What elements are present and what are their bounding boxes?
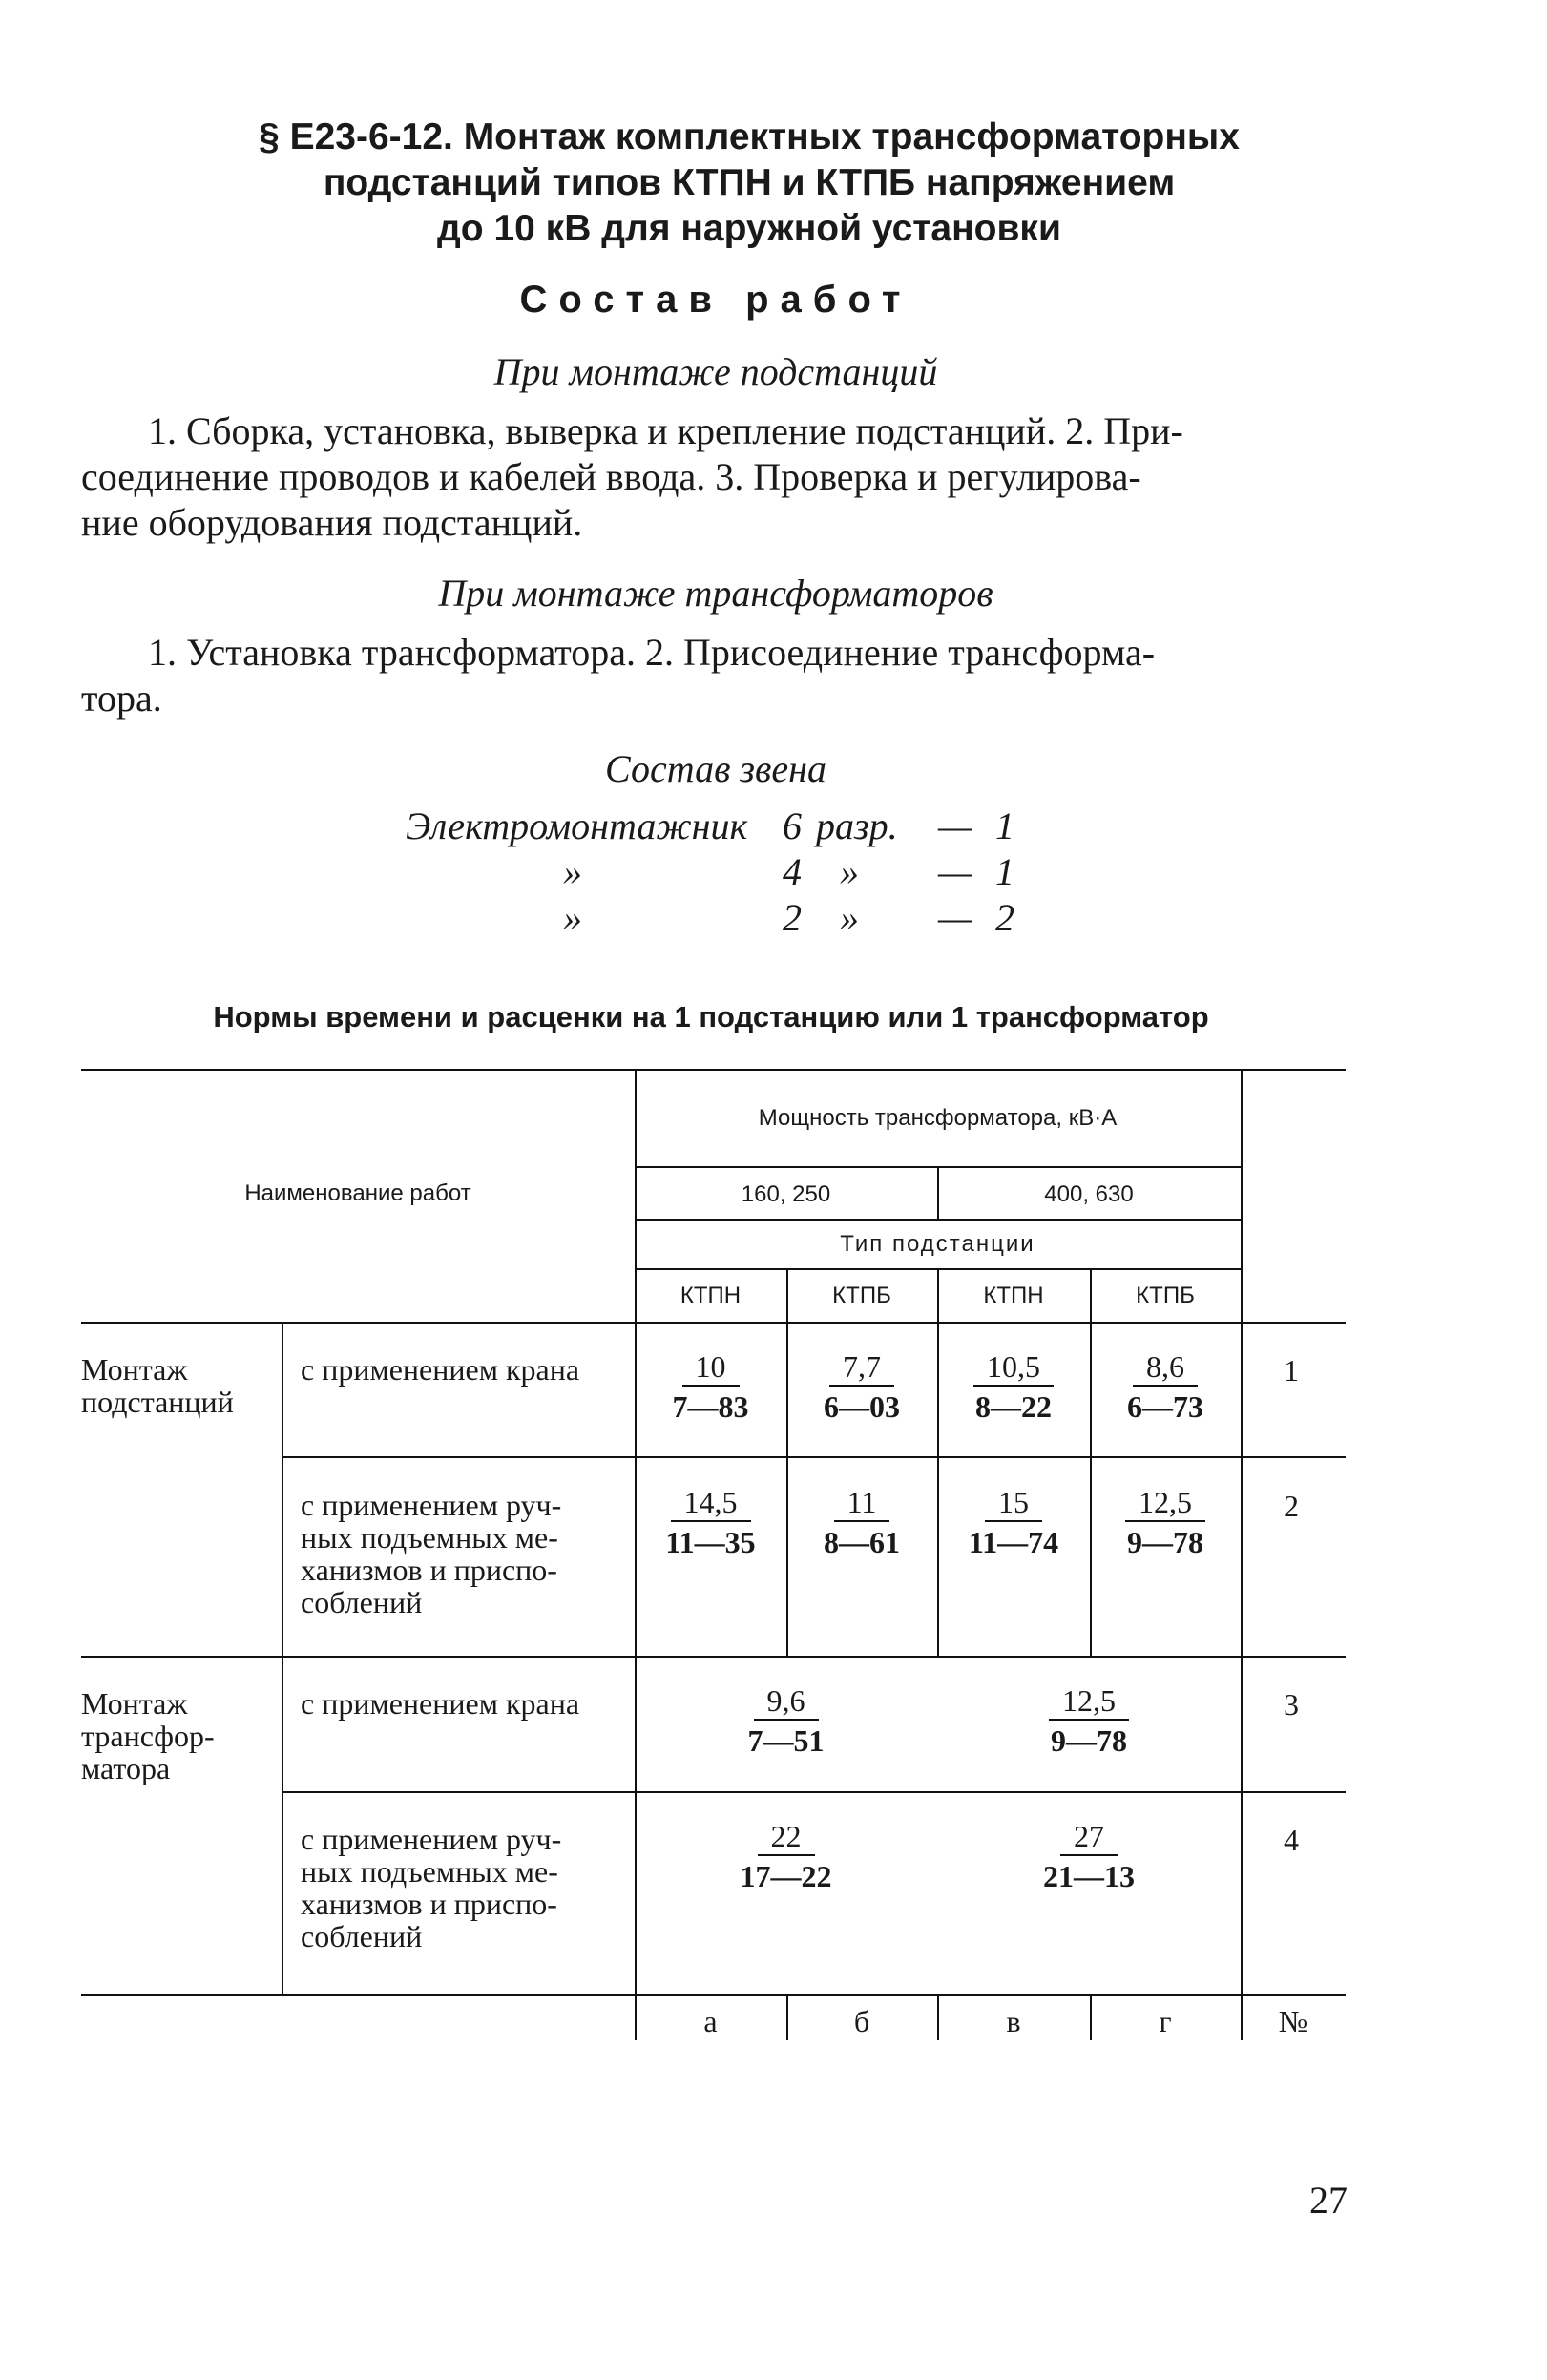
footer-col-a: а [703, 2004, 718, 2038]
row-number-4: 4 [1284, 1823, 1299, 1857]
cell-r1-a-norm: 10 [682, 1348, 740, 1387]
cell-r3-vg [937, 1682, 1241, 1761]
cell-r2-g-price: 9—78 [1127, 1525, 1203, 1559]
section-title-line-2: подстанций типов КТПН и КТПБ напряжением [323, 162, 1176, 203]
method-manual-2-line-1: с применением руч- [301, 1822, 562, 1856]
group-substations-line-1: Монтаж [81, 1352, 188, 1387]
cell-r1-v [937, 1348, 1090, 1427]
crew-role-3: » [563, 896, 582, 939]
work-composition-heading: Состав работ [519, 279, 912, 321]
crew-heading: Состав звена [604, 747, 826, 790]
vrule-col-b [786, 1268, 788, 1656]
cell-r3-ab-price: 7—51 [747, 1723, 825, 1758]
substations-line-1: 1. Сборка, установка, выверка и крепление подстанций. 2. При- [148, 409, 1183, 452]
cell-r1-a-price: 7—83 [672, 1389, 749, 1424]
row-number-3: 3 [1284, 1687, 1299, 1722]
header-power: Мощность трансформатора, кВ·А [758, 1105, 1118, 1131]
section-title-line-3: до 10 кВ для наружной установки [437, 208, 1061, 249]
cell-r2-v-price: 11—74 [968, 1525, 1059, 1559]
substations-subheading: При монтаже подстанций [493, 350, 938, 393]
group-transformer [81, 1687, 215, 1785]
header-type-ktpb-1: КТПБ [832, 1283, 891, 1308]
crew-dash-1: — [938, 804, 972, 847]
crew-role-1: Электромонтажник [406, 804, 748, 847]
method-manual-1 [301, 1489, 625, 1618]
substations-line-2: соединение проводов и кабелей ввода. 3. Проверка и регулирова- [81, 455, 1141, 498]
crew-dash-3: — [938, 896, 972, 939]
cell-r4-vg [937, 1818, 1241, 1896]
cell-r3-vg-price: 9—78 [1051, 1723, 1127, 1758]
group-substations-line-2: подстанций [81, 1385, 234, 1419]
header-type-ktpb-2: КТПБ [1136, 1283, 1195, 1308]
header-type-ktpn-1: КТПН [679, 1283, 742, 1308]
substations-paragraph [81, 408, 1341, 546]
crew-unit-3: » [840, 896, 859, 939]
crew-role-2: » [563, 850, 582, 893]
cell-r4-ab [635, 1818, 937, 1896]
cell-r1-a [635, 1348, 786, 1427]
cell-r2-v [937, 1484, 1090, 1562]
cell-r3-ab [635, 1682, 937, 1761]
cell-r2-a-price: 11—35 [665, 1525, 756, 1559]
method-crane-2: с применением крана [301, 1686, 580, 1721]
crew-count-3: 2 [995, 896, 1014, 939]
method-manual-1-line-4: соблений [301, 1585, 423, 1619]
rule-row-3 [282, 1791, 1346, 1793]
header-power-b: 400, 630 [1044, 1181, 1134, 1207]
substations-line-3: ние оборудования подстанций. [81, 501, 583, 544]
method-manual-2-line-2: ных подъемных ме- [301, 1854, 558, 1889]
cell-r4-vg-price: 21—13 [1043, 1859, 1135, 1893]
footer-col-g: г [1159, 2004, 1172, 2038]
header-type: Тип подстанции [840, 1231, 1035, 1257]
header-work-name: Наименование работ [244, 1180, 471, 1206]
vrule-method [282, 1322, 283, 1994]
transformers-subheading: При монтаже трансформаторов [438, 572, 993, 615]
crew-dash-2: — [938, 850, 972, 893]
rule-under-power-values [635, 1219, 1241, 1221]
footer-col-no: № [1278, 2004, 1308, 2038]
cell-r1-b-norm: 7,7 [829, 1348, 894, 1387]
method-manual-1-line-1: с применением руч- [301, 1488, 562, 1522]
header-type-ktpn-2: КТПН [983, 1283, 1044, 1308]
group-transformer-line-2: трансфор- [81, 1719, 215, 1753]
method-manual-2 [301, 1823, 625, 1952]
crew-unit-1: разр. [816, 804, 898, 847]
cell-r4-vg-norm: 27 [1060, 1818, 1118, 1856]
group-substations [81, 1353, 234, 1418]
rule-under-header [81, 1322, 1346, 1324]
method-manual-1-line-3: ханизмов и приспо- [301, 1553, 557, 1587]
footer-col-b: б [853, 2004, 870, 2038]
row-number-1: 1 [1284, 1353, 1299, 1388]
table-top-rule [81, 1069, 1346, 1071]
vrule-right-values [1241, 1069, 1243, 2040]
vrule-col-v [937, 1268, 939, 1656]
header-power-a: 160, 250 [741, 1181, 831, 1207]
cell-r2-b-norm: 11 [834, 1484, 890, 1522]
method-manual-2-line-3: ханизмов и приспо- [301, 1887, 557, 1921]
table-title: Нормы времени и расценки на 1 подстанцию или 1 трансформатор [213, 1000, 1209, 1033]
crew-unit-2: » [840, 850, 859, 893]
cell-r3-vg-norm: 12,5 [1049, 1682, 1129, 1721]
cell-r2-a [635, 1484, 786, 1562]
method-manual-1-line-2: ных подъемных ме- [301, 1520, 558, 1555]
cell-r1-b-price: 6—03 [824, 1389, 900, 1424]
cell-r1-g [1090, 1348, 1241, 1427]
cell-r3-ab-norm: 9,6 [754, 1682, 819, 1721]
rule-row-2 [81, 1656, 1346, 1658]
group-transformer-line-1: Монтаж [81, 1686, 188, 1721]
method-crane-1: с применением крана [301, 1352, 580, 1387]
cell-r4-ab-norm: 22 [758, 1818, 815, 1856]
transformers-line-1: 1. Установка трансформатора. 2. Присоединение трансформа- [148, 631, 1156, 674]
rule-row-1 [282, 1456, 1346, 1458]
cell-r1-g-price: 6—73 [1127, 1389, 1203, 1424]
cell-r2-b [786, 1484, 937, 1562]
footer-col-v: в [1006, 2004, 1021, 2038]
cell-r2-g [1090, 1484, 1241, 1562]
cell-r4-ab-price: 17—22 [740, 1859, 832, 1893]
crew-list [406, 804, 1035, 947]
cell-r2-v-norm: 15 [985, 1484, 1042, 1522]
cell-r2-g-norm: 12,5 [1125, 1484, 1205, 1522]
crew-grade-1: 6 [783, 804, 802, 847]
transformers-line-2: тора. [81, 677, 162, 720]
row-number-2: 2 [1284, 1489, 1299, 1523]
vrule-col-g [1090, 1268, 1092, 1656]
page-number: 27 [1309, 2179, 1348, 2222]
table-bottom-rule [81, 1994, 1346, 1996]
cell-r1-g-norm: 8,6 [1133, 1348, 1198, 1387]
transformers-paragraph [81, 630, 1341, 721]
crew-grade-3: 2 [783, 896, 802, 939]
group-transformer-line-3: матора [81, 1751, 171, 1785]
method-manual-2-line-4: соблений [301, 1919, 423, 1953]
cell-r1-b [786, 1348, 937, 1427]
section-title-line-1: § Е23-6-12. Монтаж комплектных трансформаторных [259, 116, 1240, 157]
cell-r2-a-norm: 14,5 [671, 1484, 751, 1522]
crew-count-1: 1 [995, 804, 1014, 847]
crew-grade-2: 4 [783, 850, 802, 893]
cell-r2-b-price: 8—61 [824, 1525, 900, 1559]
crew-count-2: 1 [995, 850, 1014, 893]
cell-r1-v-price: 8—22 [975, 1389, 1052, 1424]
cell-r1-v-norm: 10,5 [973, 1348, 1054, 1387]
